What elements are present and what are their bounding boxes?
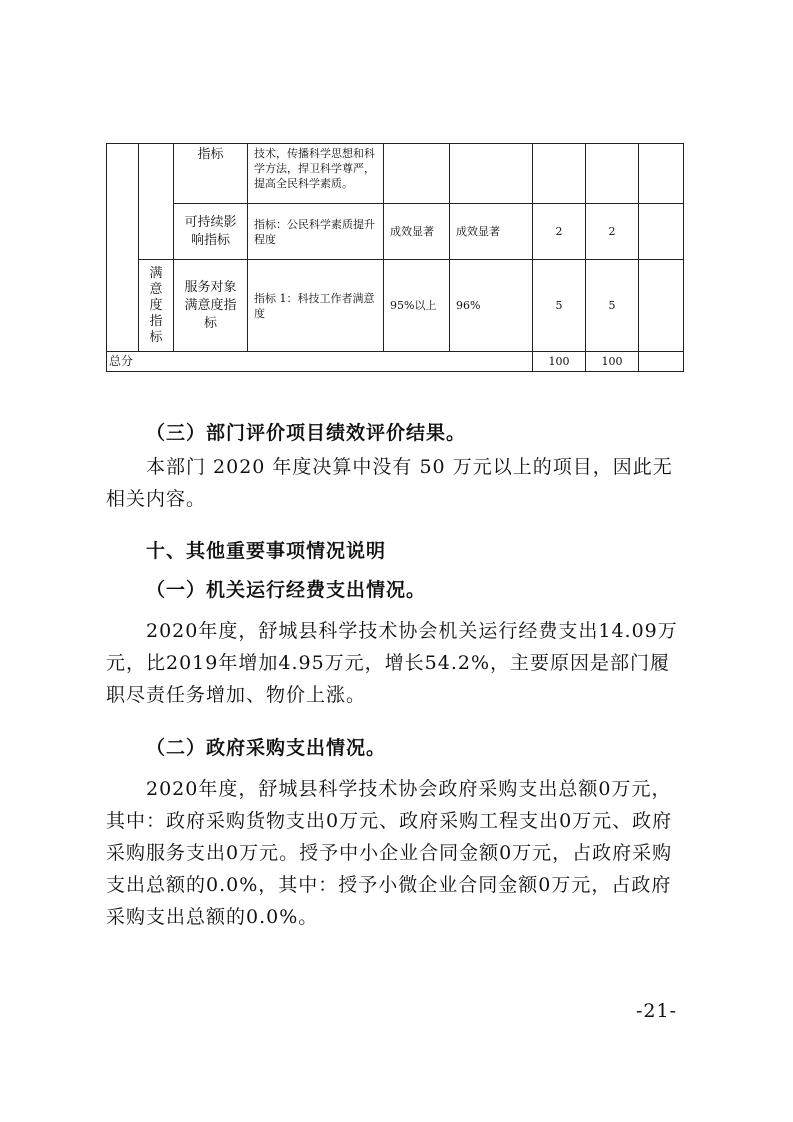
actual-cell: 成效显著 [450,204,533,260]
sub-1-heading: （一）机关运行经费支出情况。 [146,579,427,601]
section-3-body: 本部门 2020 年度决算中没有 50 万元以上的项目，因此无相关内容。 [106,456,673,510]
category-cell: 满意度指标 [139,260,174,352]
page-number: -21- [636,1000,678,1022]
indicator-type-cell: 服务对象满意度指标 [174,260,248,352]
target-cell: 成效显著 [384,204,450,260]
sub-2-body: 2020年度，舒城县科学技术协会政府采购支出总额0万元，其中：政府采购货物支出0万元、政府采购工程支出0万元、政府采购服务支出0万元。授予中小企业合同金额0万元，占政府采购支出总额的0.0%，其中：授予小微企业合同金额0万元，占政府采购支出总额的0.0%。 [106,778,673,928]
weight-cell: 2 [533,204,586,260]
indicator-cell: 技术，传播科学思想和科学方法，捍卫科学尊严，提高全民科学素质。 [248,144,384,204]
section-3-heading: （三）部门评价项目绩效评价结果。 [146,422,467,444]
total-weight: 100 [533,352,586,372]
indicator-type-cell: 指标 [174,144,248,204]
remark-cell [639,204,684,260]
table-row [107,144,684,204]
actual-cell [450,144,533,204]
table-cell [139,144,174,260]
table-cell [107,144,139,352]
table-row [107,204,684,260]
table-cell [639,352,684,372]
score-cell: 2 [586,204,639,260]
remark-cell [639,144,684,204]
weight-cell: 5 [533,260,586,352]
performance-table [106,143,684,372]
total-label: 总分 [107,352,533,372]
indicator-type-cell: 可持续影响指标 [174,204,248,260]
score-cell: 5 [586,260,639,352]
indicator-cell: 指标：公民科学素质提升程度 [248,204,384,260]
sub-2-heading: （二）政府采购支出情况。 [146,737,387,759]
weight-cell [533,144,586,204]
sub-1-body: 2020年度，舒城县科学技术协会机关运行经费支出14.09万元，比2019年增加4.95万元，增长54.2%，主要原因是部门履职尽责任务增加、物价上涨。 [106,620,678,706]
actual-cell: 96% [450,260,533,352]
target-cell [384,144,450,204]
target-cell: 95%以上 [384,260,450,352]
indicator-cell: 指标 1：科技工作者满意度 [248,260,384,352]
table-row [107,260,684,352]
table-row-total [107,352,684,372]
section-10-heading: 十、其他重要事项情况说明 [146,540,387,562]
total-score: 100 [586,352,639,372]
remark-cell [639,260,684,352]
score-cell [586,144,639,204]
